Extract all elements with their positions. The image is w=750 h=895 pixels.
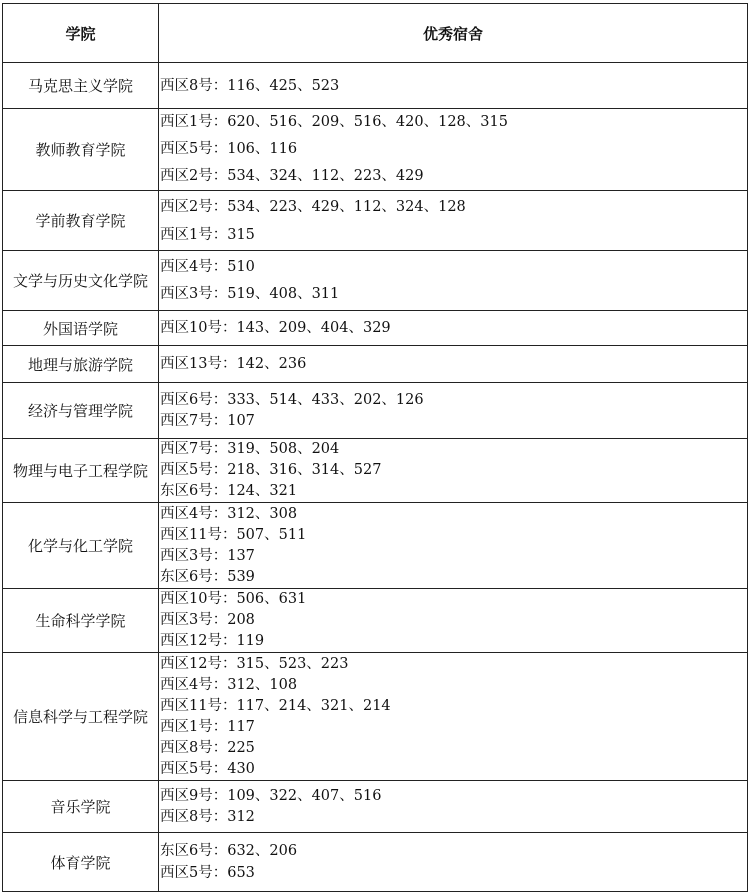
dorm-list bbox=[159, 63, 748, 109]
table-row bbox=[3, 439, 748, 503]
college-name: 外国语学院 bbox=[3, 311, 159, 346]
dorm-line: 东区6号：124、321 bbox=[160, 483, 298, 499]
table-row bbox=[3, 109, 748, 191]
dorm-line: 西区5号：218、316、314、527 bbox=[160, 462, 382, 478]
dorm-line: 西区7号：107 bbox=[160, 412, 255, 429]
dorm-list bbox=[159, 191, 748, 251]
table-row bbox=[3, 311, 748, 346]
table-body bbox=[3, 63, 748, 892]
table-row bbox=[3, 653, 748, 781]
college-name: 物理与电子工程学院 bbox=[3, 439, 159, 503]
dorm-list bbox=[159, 653, 748, 781]
table-row bbox=[3, 833, 748, 892]
college-name: 化学与化工学院 bbox=[3, 503, 159, 589]
dorm-list bbox=[159, 251, 748, 311]
dorm-line: 西区5号：653 bbox=[160, 865, 255, 881]
dorm-line: 东区6号：632、206 bbox=[160, 843, 298, 859]
dorm-line: 西区13号：142、236 bbox=[160, 355, 307, 372]
dorm-line: 西区11号：117、214、321、214 bbox=[160, 697, 391, 714]
dorm-list bbox=[159, 311, 748, 346]
college-name: 文学与历史文化学院 bbox=[3, 251, 159, 311]
college-name: 学前教育学院 bbox=[3, 191, 159, 251]
table-row bbox=[3, 781, 748, 833]
excellent-dorm-table bbox=[2, 3, 748, 892]
dorm-list bbox=[159, 503, 748, 589]
dorm-line: 西区8号：225 bbox=[160, 739, 255, 756]
dorm-line: 西区7号：319、508、204 bbox=[160, 441, 340, 457]
college-name: 信息科学与工程学院 bbox=[3, 653, 159, 781]
dorm-line: 西区1号：620、516、209、516、420、128、315 bbox=[160, 114, 508, 130]
dorm-list bbox=[159, 833, 748, 892]
college-name: 地理与旅游学院 bbox=[3, 346, 159, 383]
dorm-line: 西区4号：510 bbox=[160, 258, 255, 275]
table-row bbox=[3, 63, 748, 109]
table-header-row bbox=[3, 4, 748, 63]
dorms-column-header: 优秀宿舍 bbox=[159, 4, 748, 63]
college-name: 生命科学学院 bbox=[3, 589, 159, 653]
dorm-line: 西区5号：106、116 bbox=[160, 141, 298, 157]
dorm-line: 西区2号：534、324、112、223、429 bbox=[160, 168, 424, 184]
dorm-line: 西区3号：137 bbox=[160, 547, 255, 564]
table-row bbox=[3, 503, 748, 589]
dorm-line: 西区10号：143、209、404、329 bbox=[160, 319, 391, 336]
dorm-line: 西区3号：208 bbox=[160, 612, 255, 628]
dorm-list bbox=[159, 109, 748, 191]
table-row bbox=[3, 251, 748, 311]
dorm-line: 西区12号：315、523、223 bbox=[160, 655, 349, 672]
dorm-line: 西区11号：507、511 bbox=[160, 526, 307, 543]
table-row bbox=[3, 383, 748, 439]
table-row bbox=[3, 346, 748, 383]
dorm-line: 西区9号：109、322、407、516 bbox=[160, 787, 382, 804]
table-row bbox=[3, 589, 748, 653]
dorm-line: 西区4号：312、308 bbox=[160, 505, 298, 522]
table-row bbox=[3, 191, 748, 251]
dorm-line: 西区1号：315 bbox=[160, 226, 255, 243]
dorm-list bbox=[159, 346, 748, 383]
dorm-line: 西区2号：534、223、429、112、324、128 bbox=[160, 198, 466, 215]
dorm-list bbox=[159, 439, 748, 503]
dorm-list bbox=[159, 383, 748, 439]
dorm-line: 西区6号：333、514、433、202、126 bbox=[160, 391, 424, 408]
college-name: 音乐学院 bbox=[3, 781, 159, 833]
college-name: 马克思主义学院 bbox=[3, 63, 159, 109]
dorm-line: 西区10号：506、631 bbox=[160, 591, 307, 607]
dorm-line: 西区5号：430 bbox=[160, 760, 255, 777]
college-column-header: 学院 bbox=[3, 4, 159, 63]
dorm-line: 西区8号：116、425、523 bbox=[160, 77, 340, 94]
dorm-line: 西区12号：119 bbox=[160, 633, 265, 649]
dorm-line: 西区3号：519、408、311 bbox=[160, 285, 340, 302]
dorm-list bbox=[159, 589, 748, 653]
dorm-line: 西区1号：117 bbox=[160, 718, 255, 735]
dorm-line: 东区6号：539 bbox=[160, 568, 255, 585]
college-name: 教师教育学院 bbox=[3, 109, 159, 191]
dorm-line: 西区4号：312、108 bbox=[160, 676, 298, 693]
dorm-list bbox=[159, 781, 748, 833]
dorm-line: 西区8号：312 bbox=[160, 808, 255, 825]
college-name: 经济与管理学院 bbox=[3, 383, 159, 439]
college-name: 体育学院 bbox=[3, 833, 159, 892]
